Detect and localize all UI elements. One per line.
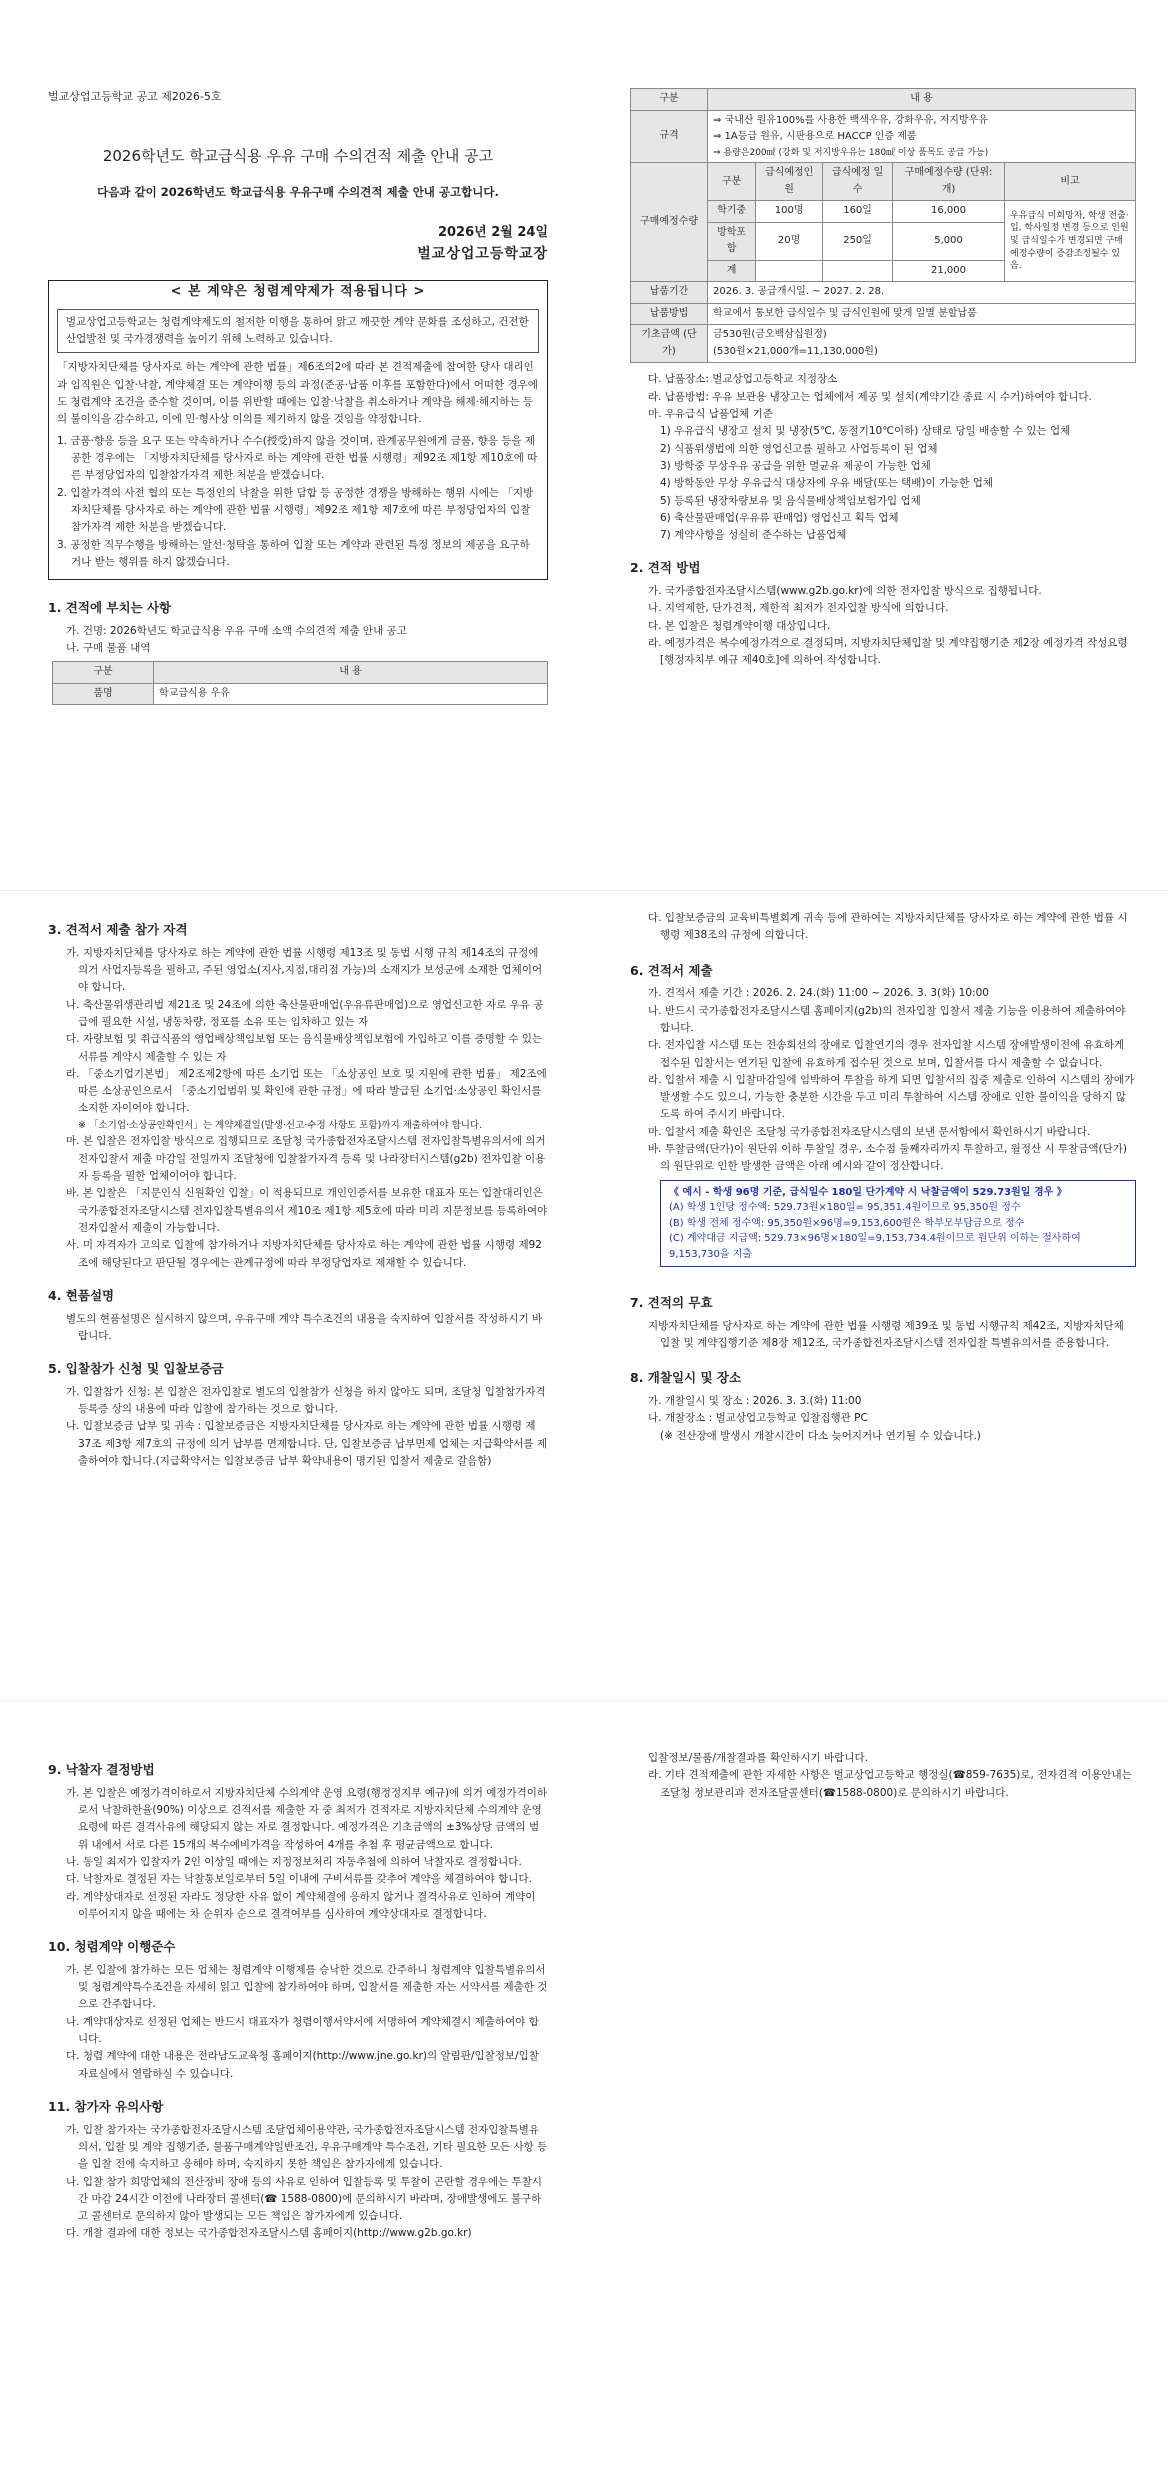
qty-header-people: 급식예정인원 <box>756 163 823 201</box>
purchase-table-item-value: 학교급식용 우유 <box>154 683 548 705</box>
qty-row-semester: 학기중 <box>708 201 756 223</box>
s10-line-2: 나. 계약대상자로 선정된 업체는 반드시 대표자가 청렴이행서약서에 서명하여 계약체결시 제출하여야 합니다. <box>66 2015 539 2045</box>
r1-sub-1: 1) 우유급식 냉장고 설치 및 냉장(5℃, 동절기10℃이하) 상태로 당일 배송할 수 있는 업체 <box>660 425 1071 438</box>
s10-line-3: 다. 청렴 계약에 대한 내용은 전라남도교육청 홈페이지(http://www.jne.go.kr)의 알림판/입찰정보/입찰 자료실에서 열람하실 수 있습니다. <box>66 2050 539 2080</box>
s1-item-b: 나. 구매 물품 내역 <box>66 642 151 655</box>
spec-qty-label: 구매예정수량 <box>631 163 708 282</box>
s6-line-1: 가. 견적서 제출 기간 : 2026. 2. 24.(화) 11:00 ~ 2026. 3. 3(화) 10:00 <box>648 987 989 1000</box>
s11-line-3: 다. 개찰 결과에 대한 정보는 국가종합전자조달시스템 홈페이지(http://www.g2b.go.kr) <box>66 2227 472 2240</box>
s8-line-2: 나. 개찰장소 : 벌교상업고등학교 입찰집행관 PC <box>648 1412 868 1425</box>
s3-line-5: 마. 본 입찰은 전자입찰 방식으로 집행되므로 조달청 국가종합전자조달시스템 전자입찰특별유의서에 의거 전자입찰서 제출 마감일 전일까지 조달청에 입찰참가자격 등록 및 나라장터시스템(g2b) 전자입찰 이용자 등록을 필한 업체이어야 합니다. <box>66 1135 546 1183</box>
section-2-heading: 2. 견적 방법 <box>630 560 701 576</box>
s6-line-5: 마. 입찰서 제출 확인은 조달청 국가종합전자조달시스템의 보낸 문서함에서 확인하시기 바랍니다. <box>648 1125 1091 1138</box>
s9-line-3: 다. 낙찰자로 결정된 자는 낙찰통보일로부터 5일 이내에 구비서류를 갖추어 계약을 체결하여야 합니다. <box>66 1873 532 1886</box>
page-separator-2 <box>0 1700 1168 1701</box>
s3-line-1: 가. 지방자치단체를 당사자로 하는 계약에 관한 법률 시행령 제13조 및 동법 시행 규칙 제14조의 규정에 의거 사업자등록을 필하고, 주된 영업소(지사,지점,대리점 가능)의 소재지가 보성군에 소재한 업체이어야 합니다. <box>66 946 543 994</box>
s4-line: 별도의 현품설명은 실시하지 않으며, 우유구매 계약 특수조건의 내용을 숙지하여 입찰서를 작성하시기 바랍니다. <box>66 1312 543 1342</box>
settlement-example-b: (B) 학생 전체 정수액: 95,350원×96명=9,153,600원은 학부모부담금으로 정수 <box>669 1217 1025 1229</box>
s3-line-6: 바. 본 입찰은 「지문인식 신원확인 입찰」이 적용되므로 개인인증서를 보유한 대표자 또는 입찰대리인은 국가종합전자조달시스템 전자입찰특별유의서 제10조 제1항 제5호에 따라 미리 지문정보를 등록하여야 전자입찰서 제출이 가능합니다. <box>66 1187 548 1234</box>
qty-vacation-people: 20명 <box>756 222 823 260</box>
spec-base-amount: 금530원(금오백삼십원정) <box>713 329 827 341</box>
integrity-item-2: 2. 입찰가격의 사전 협의 또는 특정인의 낙찰을 위한 담합 등 공정한 경쟁을 방해하는 행위 시에는 「지방자치단체를 당사자로 하는 계약에 관한 법률 시행령」제92조 제1항 제7호에 따른 부정당업자의 입찰참가자격 제한 처분을 받겠습니다. <box>57 486 534 534</box>
spec-rule-cell <box>708 110 1136 163</box>
r1-sub-3: 3) 방학중 무상우유 공급을 위한 멸균유 제공이 가능한 업체 <box>660 459 931 472</box>
s3-line-4: 라. 「중소기업기본법」 제2조제2항에 따른 소기업 또는 「소상공인 보호 및 지원에 관한 법률」 제2조에 따른 소상공인으로서 「중소기업범위 및 확인에 관한 규정」에 따라 발급된 소기업·소상공인 확인서를 소지한 자이어야 합니다. <box>66 1067 547 1115</box>
integrity-box-inner <box>57 309 539 354</box>
section-4-heading: 4. 현품설명 <box>48 1287 115 1303</box>
spec-base-calc: (530원×21,000개=11,130,000원) <box>713 345 878 357</box>
s11-line-1: 가. 입찰 참가자는 국가종합전자조달시스템 조달업체이용약관, 국가종합전자조달시스템 전자입찰특별유의서, 입찰 및 계약 집행기준, 물품구매계약일반조건, 우유구매계약 특수조건, 기타 필요한 모든 사항 등을 입찰 전에 숙지하고 응해야 하며, 숙지하지 못한 책임은 참가자에게 있습니다. <box>66 2123 548 2171</box>
s1-item-a: 가. 건명: 2026학년도 학교급식용 우유 구매 소액 수의견적 제출 안내 공고 <box>66 624 407 637</box>
spec-period-label: 납품기간 <box>631 282 708 304</box>
qty-semester-people: 100명 <box>756 201 823 223</box>
page-3-right <box>630 1750 1136 1802</box>
notice-date: 2026년 2월 24일 <box>437 224 548 240</box>
s8-line-1: 가. 개찰일시 및 장소 : 2026. 3. 3.(화) 11:00 <box>648 1395 862 1408</box>
s8-note: (※ 전산장애 발생시 개찰시간이 다소 늦어지거나 연기될 수 있습니다.) <box>660 1429 981 1442</box>
s9-line-4: 라. 계약상대자로 선정된 자라도 정당한 사유 없이 계약체결에 응하지 않거나 결격사유로 인하여 계약이 이루어지지 않을 때에는 차 순위자 순으로 결격여부를 심사하여 계약상대자로 결정합니다. <box>66 1890 536 1920</box>
page-3-left <box>48 1750 548 2243</box>
qty-header-days: 급식예정 일수 <box>823 163 893 201</box>
purchase-table-item-label: 품명 <box>53 683 154 705</box>
section-7-heading: 7. 견적의 무효 <box>630 1295 713 1311</box>
s6-line-2: 나. 반드시 국가종합전자조달시스템 홈페이지(g2b)의 전자입찰 입찰서 제출 기능을 이용하여 제출하여야 합니다. <box>648 1004 1126 1034</box>
r3-line-1: 입찰정보/물품/개찰결과를 확인하시기 바랍니다. <box>648 1752 868 1764</box>
s2-line-4: 라. 예정가격은 복수예정가격으로 결정되며, 지방자치단체입찰 및 계약집행기준 제2장 예정가격 작성요령[행정자치부 예규 제40호]에 의하여 작성합니다. <box>648 637 1128 667</box>
s6-line-3: 다. 전자입찰 시스템 또는 전송회선의 장애로 입찰연기의 경우 전자입찰 시스템 장애발생이전에 유효하게 접수된 입찰서는 연기된 입찰에 유효하게 접수된 것으로 보며, 입찰서를 다시 제출할 수 없습니다. <box>648 1039 1125 1069</box>
spec-header-category: 구분 <box>631 89 708 111</box>
qty-vacation-amount: 5,000 <box>893 222 1005 260</box>
integrity-contract-box <box>48 280 548 580</box>
qty-total-amount: 21,000 <box>893 260 1005 282</box>
s10-line-1: 가. 본 입찰에 참가하는 모든 업체는 청렴계약 이행제를 승낙한 것으로 간주하니 청렴계약 입찰특별유의서 및 청렴계약특수조건을 자세히 읽고 입찰에 참가하여야 하며, 입찰서를 제출한 자는 서약서를 제출한 것으로 간주합니다. <box>66 1963 548 2011</box>
qty-row-vacation: 방학포함 <box>708 222 756 260</box>
spec-period-value: 2026. 3. 공급개시일. ~ 2027. 2. 28. <box>708 282 1136 304</box>
r1-sub-4: 4) 방학동안 무상 우유급식 대상자에 우유 배달(또는 택배)이 가능한 업체 <box>660 477 994 490</box>
spec-rule-3: ⇒ 용량은200㎖ (강화 및 저지방우유는 180㎖ 이상 품목도 공급 가능) <box>713 147 989 158</box>
purchase-table-header-content: 내 용 <box>154 662 548 684</box>
integrity-item-1: 1. 금품·향응 등을 요구 또는 약속하거나 수수(授受)하지 않을 것이며, 관계공무원에게 금품, 향응 등을 제공한 경우에는 「지방자치단체를 당사자로 하는 계약에 관한 법률 시행령」제92조 제1항 제10호에 따른 부정당업자의 입찰참가자격 제한 처분을 받겠습니다. <box>57 434 538 482</box>
spec-method-label: 납품방법 <box>631 303 708 325</box>
page-1-right <box>630 88 1136 670</box>
settlement-example-box <box>660 1180 1136 1268</box>
integrity-box-inner-text: 벌교상업고등학교는 청렴계약제도의 철저한 이행을 통하여 맑고 깨끗한 계약 문화를 조성하고, 건전한 산업발전 및 국가경쟁력을 높이기 위해 노력하고 있습니다. <box>66 315 529 346</box>
settlement-example-title: 《 예시 - 학생 96명 기준, 급식일수 180일 단가계약 시 낙찰금액이 529.73원일 경우 》 <box>669 1186 1067 1198</box>
integrity-item-3: 3. 공정한 직무수행을 방해하는 알선·청탁을 통하여 입찰 또는 계약과 관련된 특정 정보의 제공을 요구하거나 받는 행위를 하지 않겠습니다. <box>57 538 530 568</box>
s9-line-2: 나. 동일 최저가 입찰자가 2인 이상일 때에는 지정정보처리 자동추첨에 의하여 낙찰자로 결정합니다. <box>66 1855 522 1868</box>
qty-header-amount: 구매예정수량 (단위: 개) <box>893 163 1005 201</box>
page-1 <box>0 0 1168 880</box>
settlement-example-c: (C) 계약대금 지급액: 529.73×96명×180일=9,153,734.4원이므로 원단위 이하는 절사하여 9,153,730을 지출 <box>669 1233 1081 1260</box>
spec-rule-1: ⇒ 국내산 원유100%를 사용한 백색우유, 강화우유, 저지방우유 <box>713 114 988 126</box>
s3-note: ※ 「소기업·소상공인확인서」는 계약체결일(발생·신고·수정 사항도 포함)까지 제출하여야 합니다. <box>78 1119 483 1131</box>
integrity-box-paragraph: 「지방자치단체를 당사자로 하는 계약에 관한 법률」제6조의2에 따라 본 견적제출에 참여한 당사 대리인과 임직원은 입찰·낙찰, 계약체결 또는 계약이행 등의 과정(준공·납품 이후를 포함한다)에서 어떠한 경우에도 청렴계약 조건을 준수할 것이며, 이를 위반할 때에는 입찰·낙찰을 취소하거나 계약을 해제·해지하는 등의 불이익을 감수하고, 이에 민·형사상 이의를 제기하지 않을 것임을 약정합니다. <box>57 361 538 426</box>
section-5-heading: 5. 입찰참가 신청 및 입찰보증금 <box>48 1361 224 1377</box>
notice-number: 벌교상업고등학교 공고 제2026-5호 <box>48 90 222 103</box>
spec-base-cell <box>708 325 1136 363</box>
s3-line-7: 사. 미 자격자가 고의로 입찰에 참가하거나 지방자치단체를 당사자로 하는 계약에 관한 법률 시행령 제92조에 해당된다고 판단될 경우에는 관계규정에 따라 부정당업자로 제재할 수 있습니다. <box>66 1239 542 1269</box>
page-2-left <box>48 910 548 1470</box>
section-1-heading: 1. 견적에 부치는 사항 <box>48 600 172 616</box>
s3-line-2: 나. 축산물위생관리법 제21조 및 24조에 의한 축산물판매업(우유류판매업)으로 영업신고한 자로 우유 공급에 필요한 시설, 냉동차량, 정포를 소유 또는 임차하고 있는 자 <box>66 998 544 1028</box>
qty-semester-amount: 16,000 <box>893 201 1005 223</box>
school-name: 벌교상업고등학교장 <box>417 246 548 263</box>
page-separator-1 <box>0 890 1168 891</box>
section-11-heading: 11. 참가자 유의사항 <box>48 2098 164 2114</box>
section-3-heading: 3. 견적서 제출 참가 자격 <box>48 922 188 937</box>
r1-line-2: 라. 납품방법: 우유 보관용 냉장고는 업체에서 제공 및 설치(계약기간 종료 시 수거)하여야 합니다. <box>648 390 1092 403</box>
section-10-heading: 10. 청렴계약 이행준수 <box>48 1939 176 1955</box>
purchase-table-header-category: 구분 <box>53 662 154 684</box>
r1-line-1: 다. 납품장소: 벌교상업고등학교 지정장소 <box>648 373 838 386</box>
page-3 <box>0 1720 1168 2478</box>
s5-line-1: 가. 입찰참가 신청: 본 입찰은 전자입찰로 별도의 입찰참가 신청을 하지 않아도 되며, 조달청 입찰참가자격등록증 상의 내용에 따라 입찰에 참가하는 것으로 합니다. <box>66 1385 546 1416</box>
section-9-heading: 9. 낙찰자 결정방법 <box>48 1762 155 1777</box>
page-1-left <box>48 88 548 705</box>
s2-line-1: 가. 국가종합전자조달시스템(www.g2b.go.kr)에 의한 전자입찰 방식으로 집행됩니다. <box>648 585 1042 598</box>
r2-line: 다. 입찰보증금의 교육비특별회계 귀속 등에 관하여는 지방자치단체를 당사자로 하는 계약에 관한 법률 시행령 제38조의 규정에 의합니다. <box>648 912 1128 942</box>
section-8-heading: 8. 개찰일시 및 장소 <box>630 1370 742 1386</box>
r1-line-3: 마. 우유급식 납품업체 기준 <box>648 407 773 420</box>
intro-text: 다음과 같이 2026학년도 학교급식용 우유구매 수의견적 제출 안내 공고합니다. <box>97 184 499 199</box>
document-title: 2026학년도 학교급식용 우유 구매 수의견적 제출 안내 공고 <box>102 147 494 166</box>
spec-rule-2: ⇒ 1A등급 원유, 시판용으로 HACCP 인증 제품 <box>713 131 917 142</box>
r1-sub-6: 6) 축산물판매업(우유류 판매업) 영업신고 획득 업체 <box>660 511 899 524</box>
s2-line-3: 다. 본 입찰은 청렴계약이행 대상입니다. <box>648 619 831 632</box>
page-2 <box>0 900 1168 1680</box>
spec-method-value: 학교에서 통보한 급식일수 및 급식인원에 맞게 일별 분할납품 <box>708 303 1136 325</box>
s11-line-2: 나. 입찰 참가 희망업체의 전산장비 장애 등의 사유로 인하여 입찰등록 및 투찰이 곤란할 경우에는 투찰시간 마감 24시간 이전에 나라장터 콜센터(☎ 1588-0800)에 문의하시기 바라며, 장애발생에도 불구하고 콜센터로 문의하지 않아 발생되는 모든 책임은 참가자에게 있습니다. <box>66 2175 543 2223</box>
s6-line-6: 바. 투찰금액(단가)이 원단위 이하 투찰일 경우, 소수점 둘째자리까지 투찰하고, 월정산 시 투찰금액(단가)의 원단위로 인한 발생한 금액은 아래 예시와 같이 정산합니다. <box>648 1143 1127 1173</box>
qty-total-people <box>756 260 823 282</box>
s5-line-2: 나. 입찰보증금 납부 및 귀속 : 입찰보증금은 지방자치단체를 당사자로 하는 계약에 관한 법률 시행령 제37조 제3항 제7호의 규정에 의거 납부를 면제합니다. 단, 입찰보증금 납부면제 업체는 지급확약서를 제출하여야 합니다.(지급확약서는 입찰보증금 납부 확약내용이 명기된 입찰서 제출로 갈음함) <box>66 1420 548 1468</box>
qty-header-category: 구분 <box>708 163 756 201</box>
s3-line-3: 다. 자량보험 및 취급식품의 영업배상책임보험 또는 음식물배상책임보험에 가입하고 이를 증명할 수 있는 서류를 계약시 제출할 수 있는 자 <box>66 1033 543 1063</box>
spec-base-label: 기초금액 (단가) <box>631 325 708 363</box>
r1-sub-5: 5) 등록된 냉장차량보유 및 음식물배상책임보험가입 업체 <box>660 494 921 507</box>
qty-semester-days: 160일 <box>823 201 893 223</box>
qty-row-total: 계 <box>708 260 756 282</box>
spec-rule-label: 규격 <box>631 110 708 163</box>
qty-total-days <box>823 260 893 282</box>
r1-sub-7: 7) 계약사항을 성실히 준수하는 납품업체 <box>660 529 847 542</box>
integrity-box-title: < 본 계약은 청렴계약제가 적용됩니다 > <box>165 281 432 302</box>
r3-line-2: 라. 기타 견적제출에 관한 자세한 사항은 벌교상업고등학교 행정실(☎859-7635)로, 전자견적 이용안내는 조달청 정보관리과 전자조달콜센터(☎1588-0800)로 문의하시기 바랍니다. <box>648 1769 1132 1799</box>
spec-header-content: 내 용 <box>708 89 1136 111</box>
page-2-right <box>630 910 1136 1445</box>
purchase-item-table <box>52 661 548 705</box>
qty-vacation-days: 250일 <box>823 222 893 260</box>
qty-note: 우유급식 미희망자, 학생 전출·입, 학사일정 변경 등으로 인원 및 급식일수가 변경되면 구매예정수량이 증감조정될수 있음. <box>1005 201 1136 282</box>
qty-header-note: 비고 <box>1005 163 1136 201</box>
r1-sub-2: 2) 식품위생법에 의한 영업신고를 필하고 사업등록이 된 업체 <box>660 442 938 455</box>
s9-line-1: 가. 본 입찰은 예정가격이하로서 지방자치단체 수의계약 운영 요령(행정정지부 예규)에 의거 예정가격이하로서 낙찰하한율(90%) 이상으로 견적서를 제출한 자 중 최저가 견적자로 지방자치단체 수의계약 운영요령에 따른 결격사유에 해당되지 않는 자로 결정합니다. 예정가격은 기초금액의 ±3%상당 금액의 범위 내에서 서로 다른 15개의 복수예비가격을 작성하여 4개를 추첨 후 평균금액으로 합니다. <box>66 1786 548 1851</box>
s6-line-4: 라. 입찰서 제출 시 입찰마감일에 임박하여 투찰을 하게 되면 입찰서의 집중 제출로 인하여 시스템의 장애가 발생할 수도 있으니, 가능한 충분한 시간을 두고 미리 투찰하여 시스템 장애로 인한 불이익을 당하지 않도록 하여 주시기 바랍니다. <box>648 1073 1135 1121</box>
s7-line: 지방자치단체를 당사자로 하는 계약에 관한 법률 시행령 제39조 및 동법 시행규칙 제42조, 지방자치단체 입찰 및 계약집행기준 제8장 제12조, 국가종합전자조달시스템 전자입찰 특별유의서를 준용합니다. <box>648 1319 1124 1350</box>
spec-table <box>630 88 1136 363</box>
s2-line-2: 나. 지역제한, 단가견적, 제한적 최저가 전자입찰 방식에 의합니다. <box>648 602 949 615</box>
settlement-example-a: (A) 학생 1인당 정수액: 529.73원×180일= 95,351.4원이므로 95,350원 정수 <box>669 1202 1021 1214</box>
section-6-heading: 6. 견적서 제출 <box>630 962 713 978</box>
